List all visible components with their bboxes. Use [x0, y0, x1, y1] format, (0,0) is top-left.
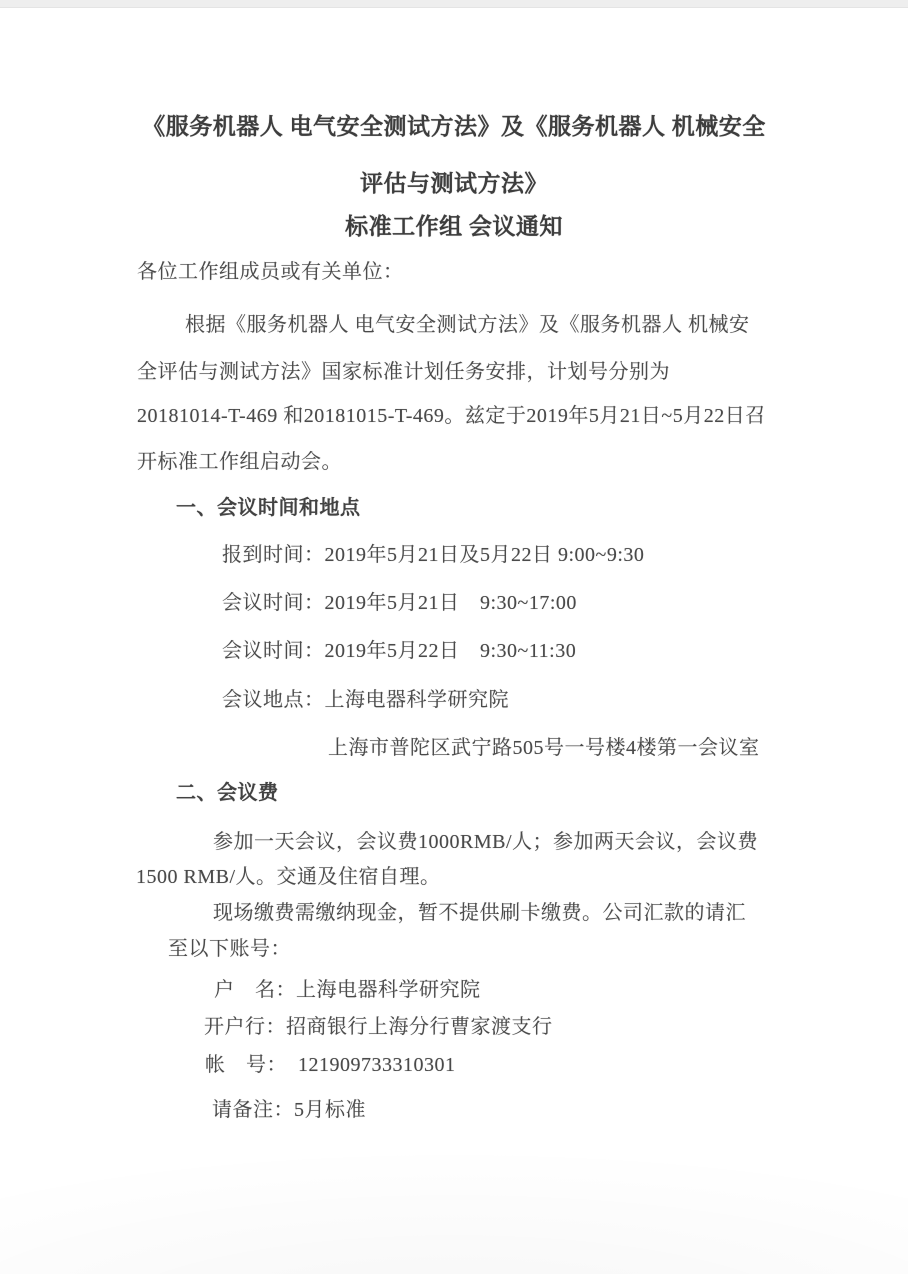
remark: 请备注：5月标准 [212, 1099, 366, 1121]
meeting-time-day1: 会议时间：2019年5月21日 9:30~17:00 [222, 592, 577, 614]
doc-title-line1: 《服务机器人 电气安全测试方法》及《服务机器人 机械安全 [142, 114, 766, 139]
intro-line4: 开标准工作组启动会。 [137, 451, 342, 473]
doc-title-line2: 评估与测试方法》 [360, 171, 548, 196]
section2-heading: 二、会议费 [176, 782, 279, 804]
section1-heading: 一、会议时间和地点 [176, 497, 361, 519]
fee-line2: 1500 RMB/人。交通及住宿自理。 [136, 866, 441, 888]
account-bank: 开户行：招商银行上海分行曹家渡支行 [204, 1016, 553, 1038]
fee-line1: 参加一天会议，会议费1000RMB/人；参加两天会议，会议费 [213, 831, 759, 853]
meeting-venue: 会议地点：上海电器科学研究院 [222, 689, 509, 711]
account-number: 帐 号： 121909733310301 [205, 1054, 456, 1076]
meeting-time-day2: 会议时间：2019年5月22日 9:30~11:30 [222, 640, 577, 662]
account-name: 户 名：上海电器科学研究院 [214, 979, 481, 1001]
intro-line2: 全评估与测试方法》国家标准计划任务安排，计划号分别为 [137, 361, 670, 383]
payment-line1: 现场缴费需缴纳现金，暂不提供刷卡缴费。公司汇款的请汇 [213, 902, 746, 924]
intro-line1: 根据《服务机器人 电气安全测试方法》及《服务机器人 机械安 [185, 314, 750, 336]
registration-time: 报到时间：2019年5月21日及5月22日 9:00~9:30 [222, 544, 645, 566]
salutation: 各位工作组成员或有关单位： [137, 261, 404, 283]
intro-line3: 20181014-T-469 和20181015-T-469。兹定于2019年5月21日~5月22日召 [137, 405, 766, 427]
doc-subtitle: 标准工作组 会议通知 [345, 214, 563, 239]
meeting-address: 上海市普陀区武宁路505号一号楼4楼第一会议室 [328, 737, 760, 759]
payment-line2: 至以下账号： [168, 938, 291, 960]
top-border-bar [0, 0, 908, 8]
